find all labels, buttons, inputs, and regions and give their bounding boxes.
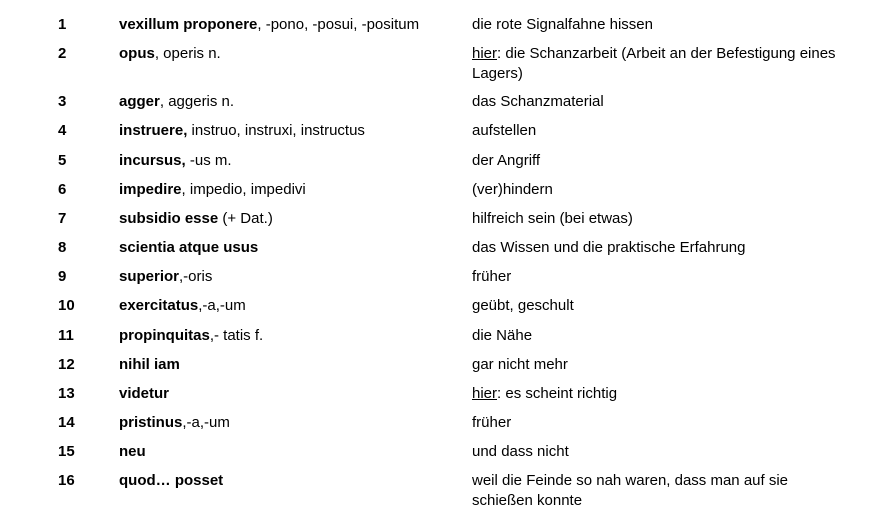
latin-entry bbox=[119, 209, 273, 229]
row-number: 3 bbox=[58, 93, 67, 110]
latin-entry bbox=[119, 471, 223, 491]
german-meaning: (ver)hindern bbox=[472, 181, 553, 198]
row-number: 5 bbox=[58, 152, 67, 169]
latin-headword: nihil iam bbox=[119, 356, 180, 373]
row-number: 15 bbox=[58, 443, 75, 460]
latin-entry bbox=[119, 267, 212, 287]
latin-headword: quod… posset bbox=[119, 472, 224, 489]
german-translation bbox=[472, 151, 852, 171]
latin-headword: agger bbox=[119, 93, 160, 110]
german-meaning: gar nicht mehr bbox=[472, 356, 568, 373]
row-number: 6 bbox=[58, 181, 67, 198]
latin-entry bbox=[119, 44, 221, 64]
row-number: 16 bbox=[58, 472, 75, 489]
meaning-qualifier: hier bbox=[472, 45, 498, 62]
german-meaning: : die Schanzarbeit (Arbeit an der Befestigung eines Lagers) bbox=[472, 45, 836, 82]
german-meaning: das Schanzmaterial bbox=[472, 93, 604, 110]
latin-entry bbox=[119, 326, 263, 346]
latin-entry bbox=[119, 355, 180, 375]
row-number: 14 bbox=[58, 414, 75, 431]
latin-forms: , -pono, -posui, -positum bbox=[257, 16, 420, 33]
german-meaning: früher bbox=[472, 414, 512, 431]
german-translation bbox=[472, 267, 852, 287]
latin-entry bbox=[119, 151, 232, 171]
german-meaning: und dass nicht bbox=[472, 443, 569, 460]
latin-forms: (+ Dat.) bbox=[218, 210, 273, 227]
latin-headword: impedire bbox=[119, 181, 182, 198]
row-number: 2 bbox=[58, 45, 67, 62]
german-meaning: hilfreich sein (bei etwas) bbox=[472, 210, 633, 227]
latin-headword: scientia atque usus bbox=[119, 239, 259, 256]
german-translation bbox=[472, 238, 852, 258]
latin-entry bbox=[119, 15, 419, 35]
german-translation bbox=[472, 209, 852, 229]
latin-headword: videtur bbox=[119, 385, 170, 402]
row-number: 1 bbox=[58, 16, 67, 33]
german-translation bbox=[472, 442, 852, 462]
latin-headword: exercitatus bbox=[119, 297, 199, 314]
german-translation bbox=[472, 471, 852, 511]
latin-forms: , impedio, impedivi bbox=[181, 181, 306, 198]
latin-entry bbox=[119, 180, 306, 200]
german-meaning: die rote Signalfahne hissen bbox=[472, 16, 653, 33]
german-meaning: aufstellen bbox=[472, 122, 537, 139]
latin-headword: opus bbox=[119, 45, 155, 62]
latin-headword: instruere, bbox=[119, 122, 188, 139]
latin-entry bbox=[119, 413, 230, 433]
row-number: 13 bbox=[58, 385, 75, 402]
latin-forms: instruo, instruxi, instructus bbox=[187, 122, 365, 139]
latin-entry bbox=[119, 121, 365, 141]
row-number: 11 bbox=[58, 327, 74, 344]
latin-forms: ,-oris bbox=[179, 268, 213, 285]
german-translation bbox=[472, 15, 852, 35]
row-number: 7 bbox=[58, 210, 67, 227]
german-translation bbox=[472, 413, 852, 433]
latin-entry bbox=[119, 92, 234, 112]
german-meaning: weil die Feinde so nah waren, dass man auf sie schießen konnte bbox=[472, 472, 789, 509]
german-translation bbox=[472, 92, 852, 112]
german-translation bbox=[472, 44, 852, 84]
latin-forms: , aggeris n. bbox=[159, 93, 235, 110]
latin-headword: propinquitas bbox=[119, 327, 210, 344]
latin-forms: -us m. bbox=[185, 152, 232, 169]
german-meaning: : es scheint richtig bbox=[497, 385, 618, 402]
german-translation bbox=[472, 384, 852, 404]
row-number: 8 bbox=[58, 239, 67, 256]
german-meaning: der Angriff bbox=[472, 152, 541, 169]
latin-forms: , operis n. bbox=[154, 45, 221, 62]
latin-entry bbox=[119, 296, 246, 316]
meaning-qualifier: hier bbox=[472, 385, 498, 402]
german-meaning: früher bbox=[472, 268, 512, 285]
latin-forms: ,-a,-um bbox=[198, 297, 246, 314]
latin-forms: ,-a,-um bbox=[182, 414, 230, 431]
latin-headword: neu bbox=[119, 443, 146, 460]
latin-entry bbox=[119, 442, 146, 462]
german-meaning: die Nähe bbox=[472, 327, 533, 344]
german-translation bbox=[472, 326, 852, 346]
latin-headword: subsidio esse bbox=[119, 210, 219, 227]
latin-headword: superior bbox=[119, 268, 180, 285]
german-translation bbox=[472, 296, 852, 316]
latin-entry bbox=[119, 238, 258, 258]
latin-entry bbox=[119, 384, 169, 404]
german-meaning: geübt, geschult bbox=[472, 297, 574, 314]
german-translation bbox=[472, 355, 852, 375]
latin-headword: pristinus bbox=[119, 414, 183, 431]
latin-forms: ,- tatis f. bbox=[209, 327, 264, 344]
row-number: 10 bbox=[58, 297, 75, 314]
latin-headword: incursus, bbox=[119, 152, 186, 169]
german-translation bbox=[472, 180, 852, 200]
latin-headword: vexillum proponere bbox=[119, 16, 258, 33]
german-meaning: das Wissen und die praktische Erfahrung bbox=[472, 239, 746, 256]
row-number: 12 bbox=[58, 356, 75, 373]
row-number: 9 bbox=[58, 268, 67, 285]
german-translation bbox=[472, 121, 852, 141]
row-number: 4 bbox=[58, 122, 67, 139]
